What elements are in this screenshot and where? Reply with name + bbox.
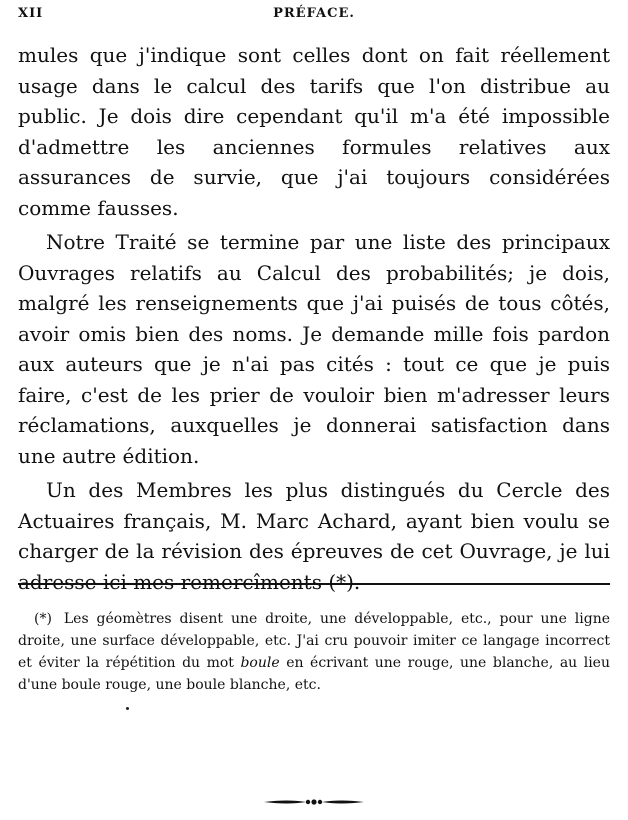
ornament-tailpiece-icon (262, 796, 366, 808)
footnote-italic-word: boule (240, 655, 280, 671)
paragraph-2: Notre Traité se termine par une liste des principaux Ouvrages relatifs au Calcul des probabilités; je dois, malgré les renseignements que j'ai puisés de tous côtés, avoir omis bien des noms. Je demande mille fois pardon aux auteurs que je n'ai pas cités : tout ce que je puis faire, c'est de les prier de vouloir bien m'adresser leurs réclamations, auxquelles je donnerai satisfaction dans une autre édition. (18, 230, 610, 468)
print-speck (126, 707, 129, 710)
footnote-text-before: Les géomètres disent une droite, une développable, etc., pour une ligne droite, une surface développable, etc. J'ai cru pouvoir imiter ce langage incorrect et éviter la répétition du mot (18, 611, 610, 671)
paragraph-3: Un des Membres les plus distingués du Cercle des Actuaires français, M. Marc Achard, ayant bien voulu se charger de la révision des épreuves de cet Ouvrage, je lui adresse ici mes remercîments (*). (18, 478, 610, 594)
footnote (18, 608, 610, 696)
paragraph-1: mules que j'indique sont celles dont on fait réellement usage dans le calcul des tarifs que l'on distribue au public. Je dois dire cependant qu'il m'a été impossible d'admettre les anciennes formules relatives aux assurances de survie, que j'ai toujours considérées comme fausses. (18, 43, 610, 220)
footnote-text-after: en écrivant une rouge, une blanche, au lieu d'une boule rouge, une boule blanche, etc. (18, 655, 610, 693)
footnote-marker: (*) (34, 611, 52, 627)
page-number: XII (18, 6, 44, 21)
body-text (18, 40, 610, 601)
running-title: PRÉFACE. (273, 6, 355, 21)
running-head (18, 6, 610, 26)
footnote-rule (18, 583, 610, 585)
